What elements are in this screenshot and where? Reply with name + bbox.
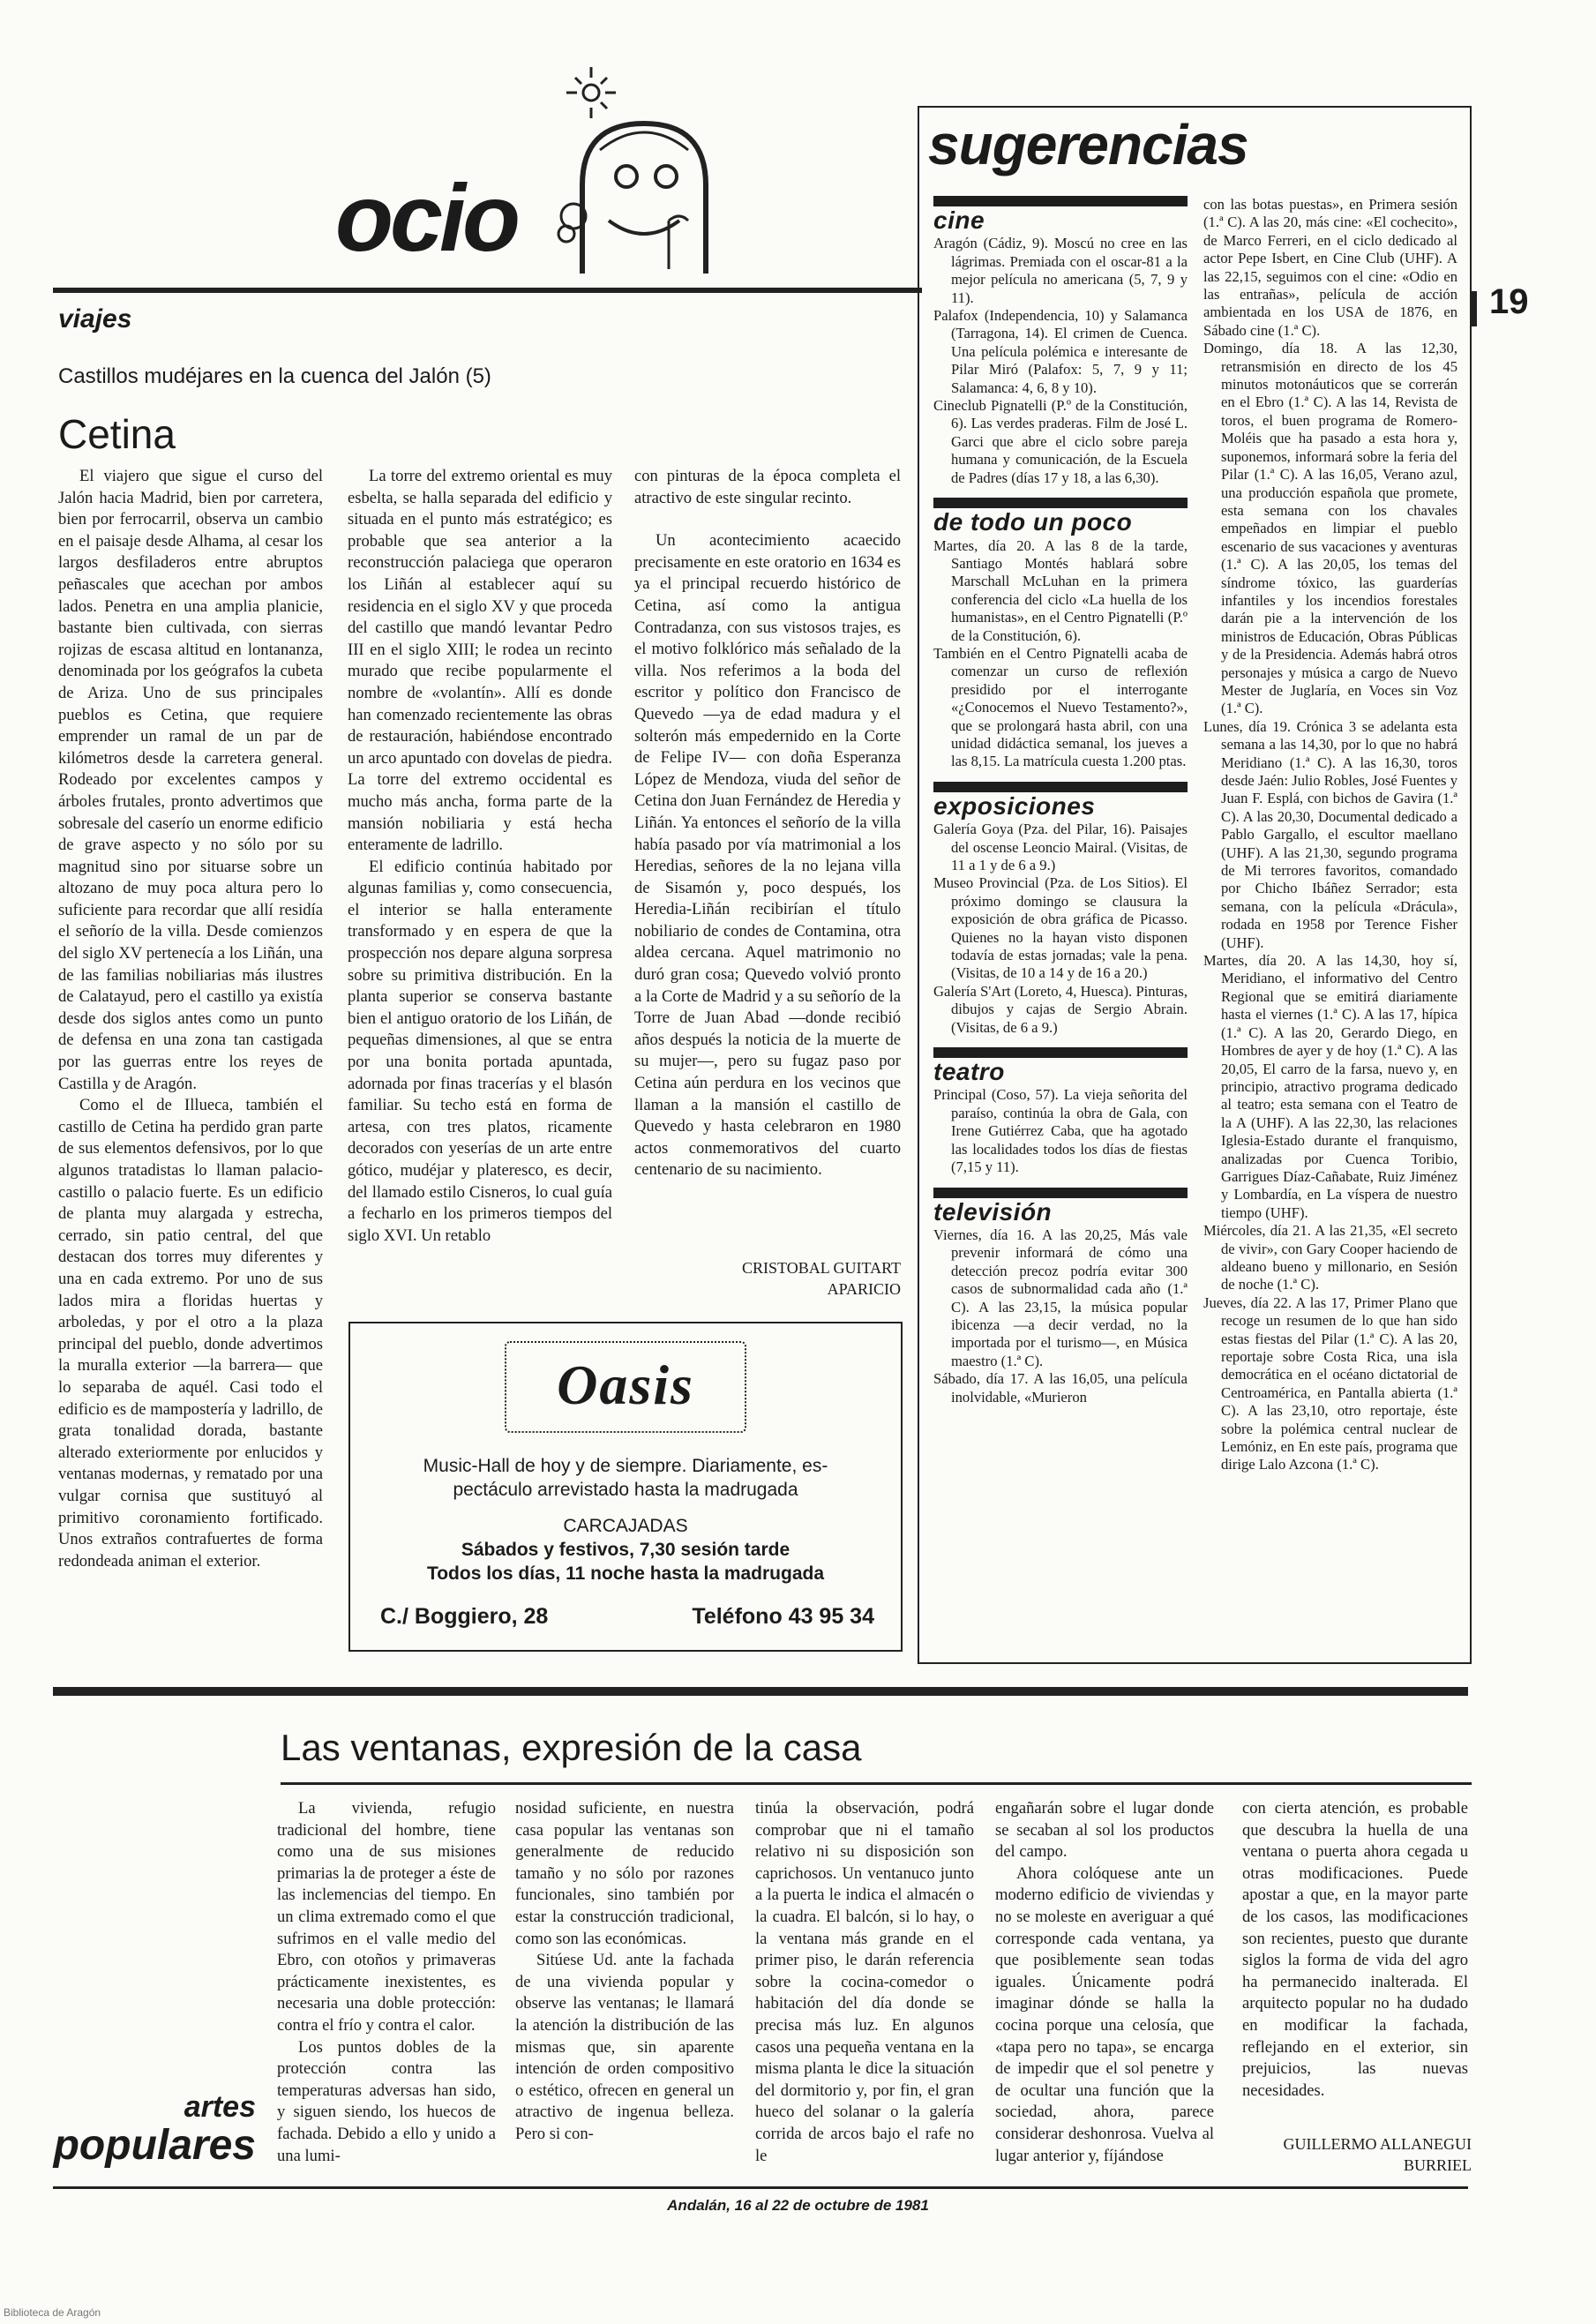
sugerencias-title: sugerencias	[928, 113, 1248, 176]
article2-col1	[277, 1798, 496, 2167]
article2-col4-p2: Ahora colóquese ante un moderno edificio de viviendas y no se moleste en averiguar a qué corresponde cada ventana, ya que posiblemente sean todas iguales. Únicamente podrá imaginar dónde se halla la cocina porque una celosía, que «tapa pero no tapa», se encarga de impedir que el sol penetre y de ocultar una función que la sociedad, ahora, parece considerar deshonrosa. Vuelva al lugar anterior y, fíjándose	[995, 1863, 1214, 2165]
tv-cont-4: Martes, día 20. A las 14,30, hoy sí, Meridiano, el informativo del Centro Regional que se emitirá diariamente hasta el viernes (1.ª C). A las 17, hípica (1.ª C). A las 20, Gerardo Diego, en Hombres de ayer y de hoy (1.ª C). A las 20,05, El carro de la farsa, nuevo y, en principio, atractivo programa dedicado al teatro; esta semana con el Teatro de la A (UHF). A las 22,30, las relaciones Iglesia-Estado durante el franquismo, analizadas por Cuenca Toribio, Garrigues Díaz-Cañabate, Ruiz Jiménez y Lombardía, en La víspera de nuestro tiempo (UHF).	[1203, 952, 1457, 1221]
article2-col2	[515, 1798, 734, 2146]
ad-line4: Sábados y festivos, 7,30 sesión tarde	[461, 1540, 791, 1560]
ad-line1: Music-Hall de hoy y de siempre. Diariamente, es-	[423, 1456, 828, 1476]
article1-col3-p2: Un acontecimiento acaecido precisamente en este oratorio en 1634 es ya el principal recuerdo histórico de Cetina, así como la antigua Contradanza, con sus vistosos trajes, es el motivo folklórico más señalado de la villa. Nos referimos a la boda del escritor y político don Francisco de Quevedo —ya de edad madura y el solterón más empedernido en la Corte de Felipe IV— con doña Esperanza López de Mendoza, viuda del señor de Cetina don Juan Fernández de Heredia y Liñán. Ya entonces el señorío de la villa había pasado por vía matrimonial a los Heredias, señores de la no lejana villa de Sisamón y, poco después, los Heredia-Liñán recibirían el título nobiliario de condes de Contamina, otra aldea cercana. Aquel matrimonio no duró gran cosa; Quevedo volvió pronto a la Corte de Madrid y a su señorío de la Torre de Juan Abad —donde recibió años después la noticia de la muerte de su mujer—, pero su fugaz paso por Cetina aún perdura en los vecinos que llaman a la mansión el castillo de Quevedo y hasta celebraron en 1980 actos conmemorativos del cuarto centenario de su nacimiento.	[634, 531, 901, 1180]
article2-col5-p1: con cierta atención, es probable que descubra la huella de una ventana o puerta ahora cegada u otras modificaciones. Puede apostar a que, en la mayor parte de los casos, las modificaciones son recientes, puesto que durante siglos la forma de vida del agro ha permanecido inalterada. El arquitecto popular no ha dudado en modificar la fachada, reflejando en el exterior, sin prejuicios, las nuevas necesidades.	[1242, 1799, 1468, 2100]
article1-author-line1: CRISTOBAL GUITART	[742, 1259, 901, 1277]
page-number: 19	[1489, 282, 1529, 321]
oasis-logo-frame	[505, 1341, 746, 1433]
article2-col2-p2: Sitúese Ud. ante la fachada de una vivienda popular y observe las ventanas; le llamará la atención la distribución de las mismas que, sin aparente intención de orden compositivo o estético, ofrecen en general un atractivo de ingenua belleza. Pero si con-	[515, 1951, 734, 2143]
teatro-title: teatro	[933, 1058, 1005, 1086]
todo-item-1: Martes, día 20. A las 8 de la tarde, Santiago Montés hablará sobre Marschall McLuhan en la primera conferencia del ciclo «La huella de los humanistas», en el Centro Pignatelli (P.º de la Constitución, 6).	[933, 536, 1188, 644]
expo-item-2: Museo Provincial (Pza. de Los Sitios). El próximo domingo se clausura la exposición de obra gráfica de Picasso. Quienes no la hayan visto disponen todavía de estas jornadas; vale la pena. (Visitas, de 10 a 14 y de 16 a 20.)	[933, 874, 1188, 982]
article2-col2-p1: nosidad suficiente, en nuestra casa popular las ventanas son generalmente de reducido tamaño y no sólo por razones funcionales, sino también por estar la construcción tradicional, como son las económicas.	[515, 1799, 734, 1948]
article2-col1-p1: La vivienda, refugio tradicional del hombre, tiene como una de sus misiones primarias la de proteger a éste de las inclemencias del tiempo. En un clima extremado como el que sufrimos en el valle medio del Ebro, con otoños y primaveras prácticamente inexistentes, es necesaria una doble protección: contra el frío y contra el calor.	[277, 1799, 496, 2035]
article2-col4	[995, 1798, 1214, 2167]
ad-phone: Teléfono 43 95 34	[692, 1604, 874, 1629]
tv-title: televisión	[933, 1197, 1053, 1226]
section-title: ocio	[335, 164, 518, 271]
tv-cont-3: Lunes, día 19. Crónica 3 se adelanta esta semana a las 14,30, por lo que no habrá Meridiano (1.ª C). A las 16,30, toros desde Jaén: Julio Robles, José Fuentes y Juan F. Esplá, con bichos de Gavira (1.ª C). A las 20,30, Documental dedicado a Pablo Gargallo, el escultor maellano (UHF). A las 21,30, segundo programa de Mi terrores favoritos, comandado por Chicho Ibáñez Serrador; esta semana, con la película «Drácula», rodada en 1958 por Terence Fisher (UHF).	[1203, 717, 1457, 951]
article1-col1-p1: El viajero que sigue el curso del Jalón hacia Madrid, bien por carretera, bien por ferrocarril, observa un cambio en el paisaje desde Alhama, al cesar los largos desfiladeros entre abruptos peñascales que acechan por ambos lados. Penetra en una amplia planicie, bastante bien cultivada, con sierras rojizas de escasa altitud en lontananza, denominada por los geógrafos la cubeta de Ariza. Uno de sus principales pueblos es Cetina, que requiere emprender un ramal de un par de kilómetros desde la carretera general. Rodeado por excelentes campos y árboles frutales, pronto advertimos que sobresale del caserío un enorme edificio de grave aspecto y no sólo por su magnitud sino por situarse sobre un altozano de muy poca altura pero lo suficiente para recordar que allí residía el señorío de la villa. Desde comienzos del siglo XV pertenecía a los Liñán, una de las familias nobiliarias más ilustres de Calatayud, pero el castillo ya existía desde dos siglos antes como un punto de defensa en una zona tan castigada por las guerras entre los reyes de Castilla y de Aragón.	[58, 467, 323, 1093]
tv-cont-1: con las botas puestas», en Primera sesión (1.ª C). A las 20, más cine: «El cochecito», de Marco Ferreri, en el ciclo dedicado al actor Pepe Isbert, en Cine Club (UHF). A las 22,15, seguimos con el cine: «Odio en las entrañas», película de acción ambientada en los USA de 1876, en Sábado cine (1.ª C).	[1203, 196, 1457, 339]
teatro-item-1: Principal (Coso, 57). La vieja señorita del paraíso, continúa la obra de Gala, con Irene Gutiérrez Caba, que ha agotado las localidades todos los días de fiestas (7,15 y 11).	[933, 1086, 1188, 1176]
cine-item-3: Cineclub Pignatelli (P.º de la Constitución, 6). Las verdes praderas. Film de José L. Garci que abre el ciclo sobre pareja humana y comunicación, de la Escuela de Padres (días 17 y 18, a las 6,30).	[933, 397, 1188, 486]
article2-col3-p1: tinúa la observación, podrá comprobar que ni el tamaño relativo ni su disposición son caprichosos. Un ventanuco junto a la puerta le indica el almacén o la cuadra. El balcón, si lo hay, o la ventana más grande en el primer piso, le darán referencia sobre la cocina-comedor o habitación del día donde se precisa más luz. En algunos casos una pequeña ventana en la misma planta le dice la situación del dormitorio y, por fin, el gran hueco del solanar o la galería corrida de arcos bajo el rafe no le	[755, 1799, 974, 2165]
header-rule	[53, 288, 922, 293]
article2-section	[53, 2088, 256, 2169]
tv-cont-2: Domingo, día 18. A las 12,30, retransmisión en directo de los 45 minutos motonáuticos que se correrán en el Ebro (1.ª C). A las 14, Revista de toros, el buen programa de Romero-Moléis que ha pasado a esta hora y, suponemos, informará sobre la feria del Pilar (1.ª C). A las 16,05, Verano azul, una producción española que promete, esta semana con los chavales empeñados en limpiar el pueblo escenario de sus vacaciones y aventuras (1.ª C). A las 20,05, los temas del síndrome tóxico, las guarderías infantiles y los incendios forestales darán pie a la intervención de los ministros de Educación, Obras Públicas y de la Presidencia. Además habrá otros personajes y música a cargo de Nuevo Mester de Juglaría, en Voces sin Voz (1.ª C).	[1203, 340, 1457, 717]
page-number-tab-line	[1472, 291, 1477, 326]
article2-section-line2: populares	[53, 2122, 256, 2169]
ocio-logo	[335, 62, 741, 271]
article1-col1	[58, 466, 323, 1572]
todo-item-2: También en el Centro Pignatelli acaba de comenzar un curso de reflexión presidido por el interrogante «¿Conocemos el Nuevo Testamento?», que se prolongará hasta abril, con una unidad didáctica semanal, los jueves a las 8,15. La matrícula cuesta 1.200 ptas.	[933, 644, 1188, 770]
teatro-bar	[933, 1047, 1188, 1058]
oasis-ad	[348, 1322, 903, 1652]
ad-line2: pectáculo arrevistado hasta la madrugada	[453, 1480, 798, 1500]
article1-col2-p1: La torre del extremo oriental es muy esbelta, se halla separada del edificio y situada en el punto más estratégico; es probable que sea anterior a la reconstrucción palaciega que operaron los Liñán al establecer aquí su residencia en el siglo XV y que proceda del castillo que mandó levantar Pedro III en el siglo XIII; le rodea un recinto murado que recibe popularmente el nombre de «volantín». Allí es donde han comenzado recientemente las obras de restauración, habiéndose encontrado un arco apuntado con dovelas de piedra. La torre del extremo occidental es mucho más ancha, forma parte de la mansión nobiliaria y está hecha enteramente de ladrillo.	[348, 467, 612, 855]
expo-item-1: Galería Goya (Pza. del Pilar, 16). Paisajes del oscense Leoncio Mairal. (Visitas, de 11 a 1 y de 6 a 9.)	[933, 821, 1188, 873]
oasis-logo: Oasis	[557, 1353, 694, 1416]
todo-bar	[933, 498, 1188, 508]
article1-kicker: Castillos mudéjares en la cuenca del Jalón (5)	[58, 364, 491, 388]
expo-title: exposiciones	[933, 791, 1096, 820]
expo-item-3: Galería S'Art (Loreto, 4, Huesca). Pinturas, dibujos y cajas de Sergio Abrain. (Visitas, de 6 a 9.)	[933, 982, 1188, 1036]
ad-address: C./ Boggiero, 28	[380, 1604, 549, 1629]
footer-watermark: Biblioteca de Aragón	[4, 2306, 101, 2319]
cine-item-2: Palafox (Independencia, 10) y Salamanca (Tarragona, 14). El crimen de Cuenca. Una película polémica e interesante de Pilar Miró (Palafox: 5, 7, 9 y 11; Salamanca: 4, 6, 8 y 10).	[933, 307, 1188, 396]
tv-item-1: Viernes, día 16. A las 20,25, Más vale prevenir informará de cómo una detección precoz podría evitar 300 casos de subnormalidad cada año (1.ª C). A las 23,15, la música popular ibicenza —a decir verdad, no la importada por el turismo—, en Música maestro (1.ª C).	[933, 1226, 1188, 1369]
article2-col1-p2: Los puntos dobles de la protección contra las temperaturas adversas han sido, y siguen siendo, los huecos de fachada. Debido a ello y unido a una lumi-	[277, 2037, 496, 2165]
expo-bar	[933, 782, 1188, 792]
footer-issue: Andalán, 16 al 22 de octubre de 1981	[667, 2197, 929, 2214]
article2-author-line1: GUILLERMO ALLANEGUI	[1283, 2135, 1472, 2153]
cine-bar	[933, 196, 1188, 206]
ad-line3: CARCAJADAS	[563, 1516, 688, 1536]
article1-col1-p2: Como el de Illueca, también el castillo de Cetina ha perdido gran parte de sus elementos defensivos, por lo que algunos tratadistas lo llaman palacio-castillo o palacio fuerte. Es un edificio de planta muy alargada y estrecha, cerrado, sin patio central, del que destacan dos torres muy diferentes y una en cada extremo. Por uno de sus lados mira a floridas huertas y arboledas, y por el otro a la plaza principal del pueblo, donde advertimos la muralla exterior —la barrera— que lo separaba de aquél. Casi todo el edificio es de mampostería y ladrillo, de grata tonalidad dorada, bastante alterado exteriormente por enlucidos y ventanas modernas, y rematado por una vulgar cornisa que sustituyó al primitivo coronamiento fortificado. Unos extraños contrafuertes de forma redondeada animan el exterior.	[58, 1096, 323, 1571]
cine-item-1: Aragón (Cádiz, 9). Moscú no cree en las lágrimas. Premiada con el oscar-81 a la mejor película no americana (5, 7, 9 y 11).	[933, 235, 1188, 306]
tv-bar	[933, 1188, 1188, 1198]
todo-title: de todo un poco	[933, 508, 1133, 536]
article2-author-line2: BURRIEL	[1403, 2156, 1472, 2174]
article2-col3	[755, 1798, 974, 2167]
sugerencias-left-col	[933, 196, 1188, 1417]
subsection-title: viajes	[58, 304, 132, 334]
tv-item-2: Sábado, día 17. A las 16,05, una película inolvidable, «Murieron	[933, 1370, 1188, 1406]
article2-author	[1218, 2133, 1472, 2176]
article1-col2-p2: El edificio continúa habitado por algunas familias y, como consecuencia, el interior se halla enteramente transformado y en espera de que la prospección nos depare alguna sorpresa sobre su primitiva distribución. En la planta superior se conserva bastante bien el antiguo oratorio de los Liñán, de pequeñas dimensiones, al que se entra por una bonita portada apuntada, adornada por finas tracerías y el blasón familiar. Su techo está en forma de artesa, con tres platos, ricamente decorados con yeserías de un arte entre gótico, mudéjar y plateresco, es decir, del llamado estilo Cisneros, lo cual guía a fecharlo en los primeros tiempos del siglo XVI. Un retablo	[348, 857, 612, 1245]
article2-col5	[1242, 1798, 1468, 2102]
tv-cont-5: Miércoles, día 21. A las 21,35, «El secreto de vivir», con Gary Cooper haciendo de aldeano bueno y millonario, en Sesión de noche (1.ª C).	[1203, 1222, 1457, 1293]
ad-line5: Todos los días, 11 noche hasta la madrugada	[426, 1563, 825, 1584]
article2-title: Las ventanas, expresión de la casa	[281, 1727, 862, 1768]
article1-col3	[634, 466, 901, 1181]
article2-section-line1: artes	[184, 2090, 256, 2124]
article1-col2	[348, 466, 612, 1247]
cine-title: cine	[933, 206, 985, 234]
ad-text	[368, 1454, 883, 1586]
bottom-section-rule	[53, 1687, 1468, 1696]
article1-title: Cetina	[58, 411, 176, 457]
article2-title-rule	[281, 1782, 1472, 1785]
article1-author	[634, 1257, 901, 1300]
article1-author-line2: APARICIO	[827, 1280, 901, 1298]
sugerencias-right-col	[1203, 196, 1457, 1474]
article1-col3-p1: con pinturas de la época completa el atractivo de este singular recinto.	[634, 467, 901, 507]
footer-rule	[53, 2186, 1468, 2189]
article2-col4-p1: engañarán sobre el lugar donde se secaban al sol los productos del campo.	[995, 1799, 1214, 1862]
tv-cont-6: Jueves, día 22. A las 17, Primer Plano que recoge un resumen de lo que han sido estas fiestas del Pilar (1.ª C). A las 20, reportaje sobre Costa Rica, una isla democrática en el océano dictatorial de Centroamérica, en Pantalla abierta (1.ª C). A las 23,10, otro reportaje, éste sobre la polémica central nuclear de Lemóniz, en En este país, programa que dirige Lalo Azcona (1.ª C).	[1203, 1293, 1457, 1473]
ocio-illustration-icon	[547, 106, 732, 282]
